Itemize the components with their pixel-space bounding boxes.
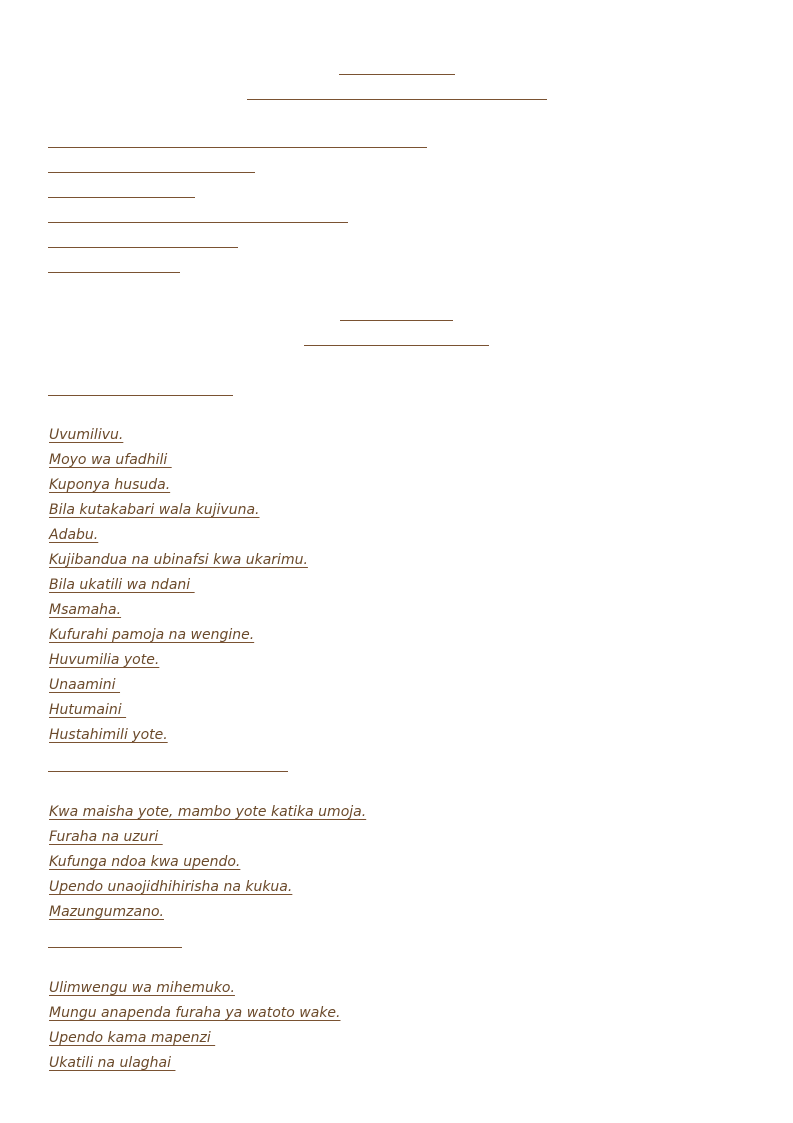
list-item[interactable]: Ulimwengu wa mihemuko. xyxy=(49,980,235,996)
section-3-list xyxy=(49,977,341,1077)
list-item[interactable]: Upendo unaojidhihirisha na kukua. xyxy=(49,879,293,895)
list-item[interactable]: Bila ukatili wa ndani xyxy=(49,577,195,593)
list-item[interactable]: Adabu. xyxy=(49,527,99,543)
list-item[interactable]: Mazungumzano. xyxy=(49,904,164,920)
list-item[interactable]: Kuponya husuda. xyxy=(49,477,171,493)
section-1-heading-line xyxy=(48,395,233,396)
intro-line-1 xyxy=(48,147,427,148)
list-item[interactable]: Moyo wa ufadhili xyxy=(49,452,172,468)
list-item[interactable]: Ukatili na ulaghai xyxy=(49,1055,176,1071)
list-item[interactable]: Hutumaini xyxy=(49,702,127,718)
list-item[interactable]: Mungu anapenda furaha ya watoto wake. xyxy=(49,1005,341,1021)
intro-line-4 xyxy=(48,222,348,223)
list-item[interactable]: Uvumilivu. xyxy=(49,427,124,443)
section-1-list xyxy=(49,424,308,749)
intro-line-6 xyxy=(48,272,180,273)
list-item[interactable]: Bila kutakabari wala kujivuna. xyxy=(49,502,260,518)
title-line-1 xyxy=(339,74,455,75)
list-item[interactable]: Kufurahi pamoja na wengine. xyxy=(49,627,255,643)
list-item[interactable]: Kwa maisha yote, mambo yote katika umoja. xyxy=(49,804,367,820)
subheading-line-1 xyxy=(340,320,453,321)
list-item[interactable]: Hustahimili yote. xyxy=(49,727,168,743)
section-2-list xyxy=(49,801,366,926)
list-item[interactable]: Unaamini xyxy=(49,677,121,693)
list-item[interactable]: Upendo kama mapenzi xyxy=(49,1030,216,1046)
section-3-heading-line xyxy=(48,947,182,948)
list-item[interactable]: Kufunga ndoa kwa upendo. xyxy=(49,854,241,870)
list-item[interactable]: Huvumilia yote. xyxy=(49,652,160,668)
list-item[interactable]: Furaha na uzuri xyxy=(49,829,163,845)
subheading-line-2 xyxy=(304,345,489,346)
intro-line-5 xyxy=(48,247,238,248)
title-line-2 xyxy=(247,99,547,100)
intro-line-3 xyxy=(48,197,195,198)
list-item[interactable]: Kujibandua na ubinafsi kwa ukarimu. xyxy=(49,552,308,568)
list-item[interactable]: Msamaha. xyxy=(49,602,122,618)
intro-line-2 xyxy=(48,172,255,173)
section-2-heading-line xyxy=(48,771,288,772)
